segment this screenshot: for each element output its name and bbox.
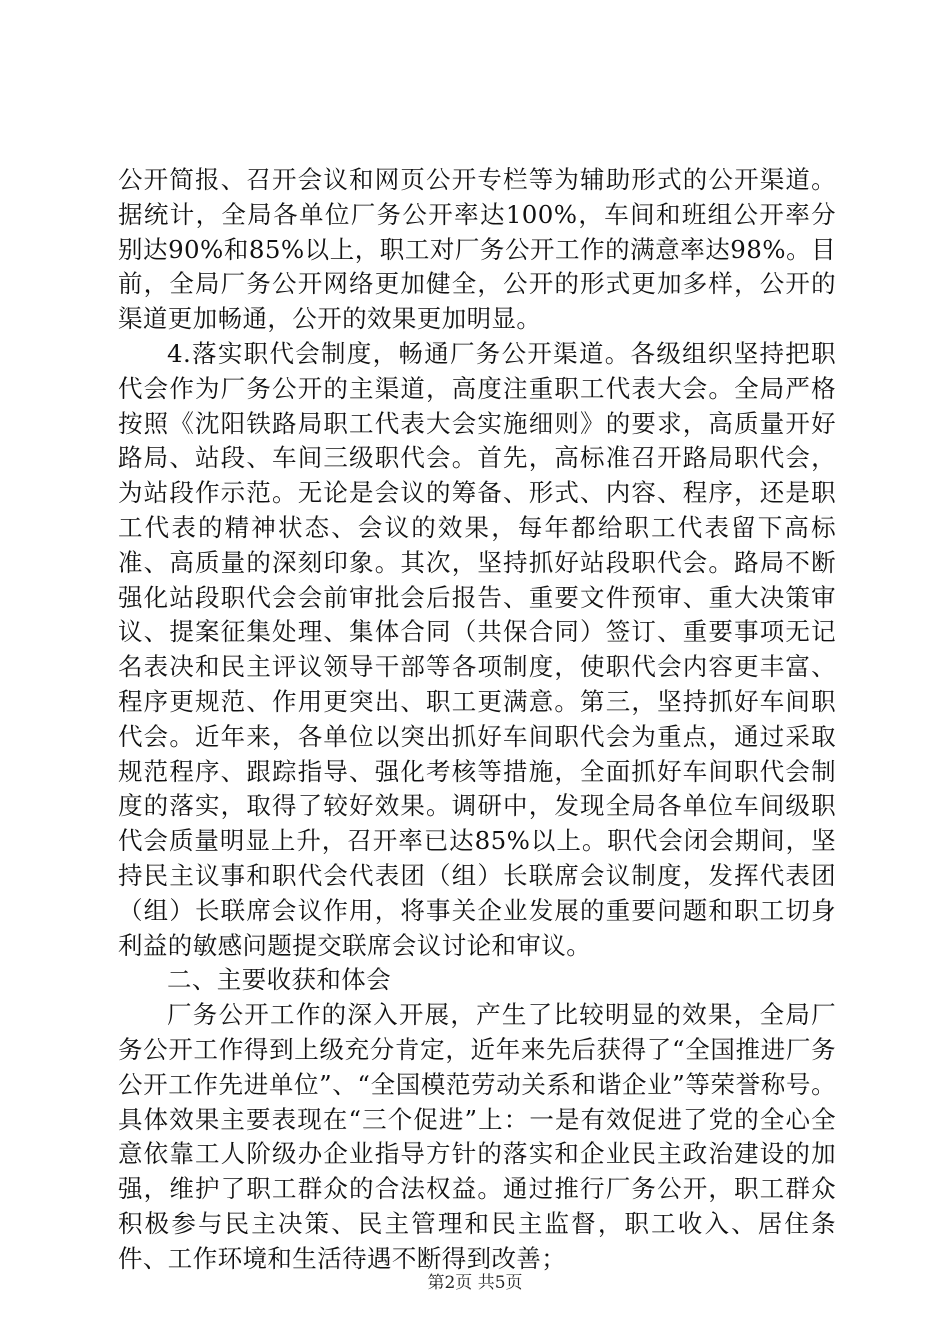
- paragraph-continuation: 公开简报、召开会议和网页公开专栏等为辅助形式的公开渠道。据统计，全局各单位厂务公开率达100%，车间和班组公开率分别达90%和85%以上，职工对厂务公开工作的满意率达98%。目前，全局厂务公开网络更加健全，公开的形式更加多样，公开的渠道更加畅通，公开的效果更加明显。: [118, 165, 836, 334]
- page-number-footer: 第2页 共5页: [427, 1273, 523, 1293]
- section-heading: 二、主要收获和体会: [167, 965, 392, 995]
- paragraph-workers-congress: 4.落实职代会制度，畅通厂务公开渠道。各级组织坚持把职代会作为厂务公开的主渠道，高度注重职工代表大会。全局严格按照《沈阳铁路局职工代表大会实施细则》的要求，高质量开好路局、站段、车间三级职代会。首先，高标准召开路局职代会，为站段作示范。无论是会议的筹备、形式、内容、程序，还是职工代表的精神状态、会议的效果，每年都给职工代表留下高标准、高质量的深刻印象。其次，坚持抓好站段职代会。路局不断强化站段职代会会前审批会后报告、重要文件预审、重大决策审议、提案征集处理、集体合同（共保合同）签订、重要事项无记名表决和民主评议领导干部等各项制度，使职代会内容更丰富、程序更规范、作用更突出、职工更满意。第三，坚持抓好车间职代会。近年来，各单位以突出抓好车间职代会为重点，通过采取规范程序、跟踪指导、强化考核等措施，全面抓好车间职代会制度的落实，取得了较好效果。调研中，发现全局各单位车间级职代会质量明显上升，召开率已达85%以上。职代会闭会期间，坚持民主议事和职代会代表团（组）长联席会议制度，发挥代表团（组）长联席会议作用，将事关企业发展的重要问题和职工切身利益的敏感问题提交联席会议讨论和审议。: [118, 338, 836, 960]
- paragraph-results: 厂务公开工作的深入开展，产生了比较明显的效果，全局厂务公开工作得到上级充分肯定，近年来先后获得了“全国推进厂务公开工作先进单位”、“全国模范劳动关系和谐企业”等荣誉称号。具体效果主要表现在“三个促进”上：一是有效促进了党的全心全意依靠工人阶级办企业指导方针的落实和企业民主政治建设的加强，维护了职工群众的合法权益。通过推行厂务公开，职工群众积极参与民主决策、民主管理和民主监督，职工收入、居住条件、工作环境和生活待遇不断得到改善；: [118, 1000, 836, 1273]
- document-body: [118, 163, 836, 1277]
